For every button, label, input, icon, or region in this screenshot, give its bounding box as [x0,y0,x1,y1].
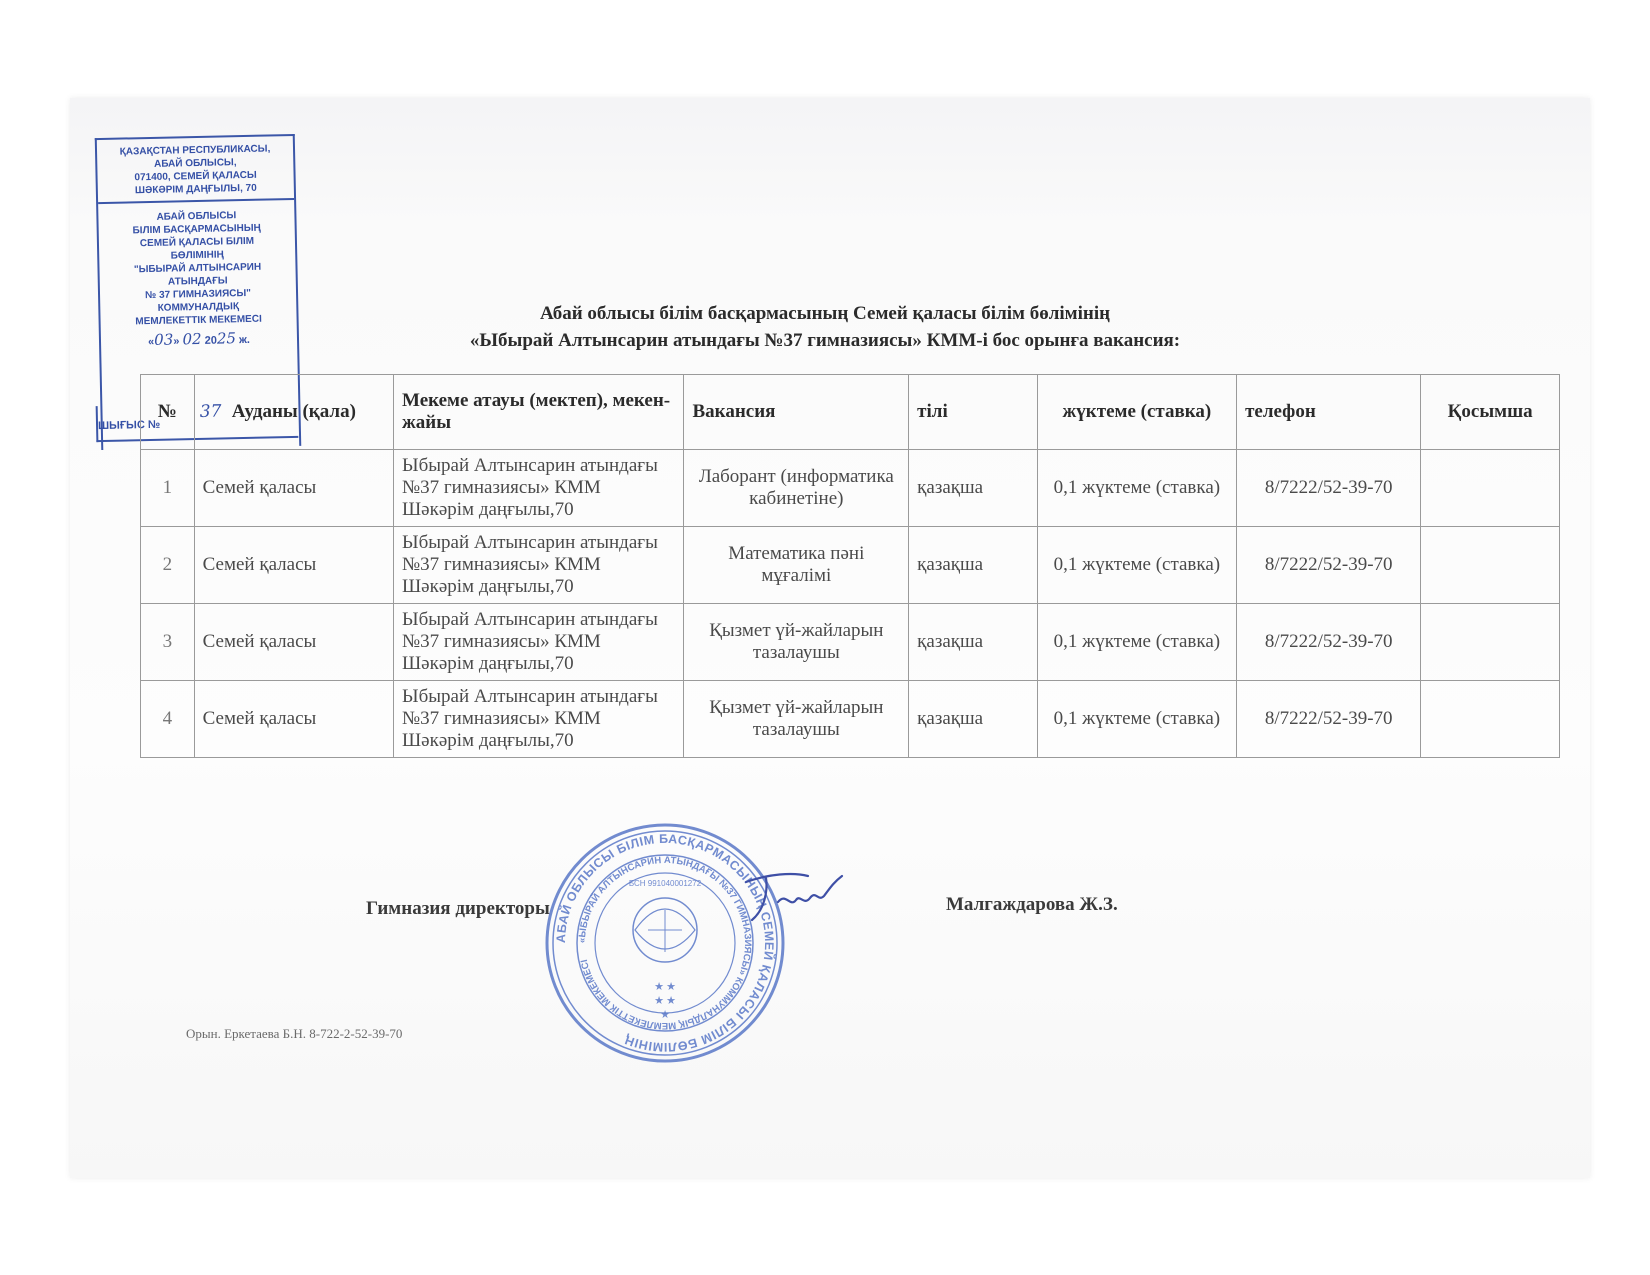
cell-district: Семей қаласы [194,681,393,758]
signature-label: Гимназия директоры [366,898,550,919]
stamp-date-suffix: ж. [238,333,251,347]
stamp-address-line: ШӘКӘРІМ ДАҢҒЫЛЫ, 70 [134,182,257,197]
cell-load: 0,1 жүктеме (ставка) [1037,527,1236,604]
table-row [141,527,1560,604]
seal-bin: БСН 991040001272 [628,879,702,888]
executor-note: Орын. Еркетаева Б.Н. 8-722-2-52-39-70 [186,1026,403,1041]
document-title [300,300,1350,354]
seal-outer-text: АБАЙ ОБЛЫСЫ БІЛІМ БАСҚАРМАСЫНЫҢ СЕМЕЙ ҚАЛАСЫ БІЛІМ БӨЛІМІНІҢ [553,831,777,1055]
cell-load: 0,1 жүктеме (ставка) [1037,681,1236,758]
outgoing-label: ШЫҒЫС № [97,418,161,433]
header-no: № [141,375,195,450]
cell-phone: 8/7222/52-39-70 [1237,527,1421,604]
stamp-address-line: АБАЙ ОБЛЫСЫ, [153,157,237,170]
cell-load: 0,1 жүктеме (ставка) [1037,604,1236,681]
cell-phone: 8/7222/52-39-70 [1237,450,1421,527]
cell-load: 0,1 жүктеме (ставка) [1037,450,1236,527]
cell-phone: 8/7222/52-39-70 [1237,604,1421,681]
cell-district: Семей қаласы [194,450,393,527]
seal-star-icon: ★ [654,994,664,1007]
header-load: жүктеме (ставка) [1037,375,1236,450]
cell-phone: 8/7222/52-39-70 [1237,681,1421,758]
stamp-address-block [97,136,294,204]
header-phone: телефон [1237,375,1421,450]
stamp-org-block [98,200,297,350]
stamp-date-month: 02 [182,329,202,349]
handwritten-signature [738,862,858,932]
table-row [141,450,1560,527]
stamp-org-line: БІЛІМ БАСҚАРМАСЫНЫҢ [132,222,261,237]
header-district: Ауданы (қала) [194,375,393,450]
title-line-1: Абай облысы білім басқармасының Семей қаласы білім бөлімінің [539,303,1111,324]
cell-language: қазақша [909,450,1038,527]
seal-inner-text: «ЫБЫРАЙ АЛТЫНСАРИН АТЫНДАҒЫ №37 ГИМНАЗИЯСЫ» КОММУНАЛДЫҚ МЕМЛЕКЕТТІК МЕКЕМЕСІ [576,854,754,1032]
stamp-org-line: СЕМЕЙ ҚАЛАСЫ БІЛІМ [139,235,255,250]
stamp-org-line: АБАЙ ОБЛЫСЫ [156,210,237,223]
seal-star-icon: ★ [666,980,676,993]
stamp-date-day: 03 [154,330,174,349]
cell-vacancy: Қызмет үй-жайларын тазалаушы [684,604,909,681]
stamp-org-line: № 37 ГИМНАЗИЯСЫ" [145,287,252,302]
stamp-address-line: ҚАЗАҚСТАН РЕСПУБЛИКАСЫ, [119,143,271,158]
cell-vacancy: Қызмет үй-жайларын тазалаушы [684,681,909,758]
header-institution: Мекеме атауы (мектеп), мекен-жайы [394,375,684,450]
seal-star-icon: ★ [654,980,664,993]
stamp-org-line: КОММУНАЛДЫҚ [157,301,240,314]
header-language: тілі [909,375,1038,450]
cell-district: Семей қаласы [194,604,393,681]
title-line-2: «Ыбырай Алтынсарин атындағы №37 гимназиясы» КММ-і бос орынға вакансия: [469,330,1181,351]
stamp-org-line: АТЫНДАҒЫ [167,275,228,288]
cell-language: қазақша [909,527,1038,604]
seal-star-icon: ★ [666,994,676,1007]
cell-institution: Ыбырай Алтынсарин атындағы №37 гимназиясы» КММ Шәкәрім даңғылы,70 [394,681,684,758]
header-extra: Қосымша [1421,375,1560,450]
cell-vacancy: Лаборант (информатика кабинетіне) [684,450,909,527]
cell-no: 2 [141,527,195,604]
cell-extra [1421,450,1560,527]
outgoing-number: 37 [199,401,222,422]
header-vacancy: Вакансия [684,375,909,450]
table-row [141,681,1560,758]
cell-institution: Ыбырай Алтынсарин атындағы №37 гимназиясы» КММ Шәкәрім даңғылы,70 [394,604,684,681]
stamp-date-year-prefix: 20 [204,334,218,347]
cell-district: Семей қаласы [194,527,393,604]
stamp-org-line: "ЫБЫРАЙ АЛТЫНСАРИН [133,261,262,276]
stamp-date-row: «03» 02 2025 ж. [147,329,251,349]
cell-extra [1421,604,1560,681]
cell-no: 1 [141,450,195,527]
seal-star-icon: ★ [660,1008,670,1021]
official-seal [540,818,790,1068]
cell-institution: Ыбырай Алтынсарин атындағы №37 гимназиясы» КММ Шәкәрім даңғылы,70 [394,527,684,604]
cell-extra [1421,527,1560,604]
stamp-org-line: МЕМЛЕКЕТТІК МЕКЕМЕСІ [135,313,262,328]
director-name: Малгаждарова Ж.З. [946,894,1118,915]
cell-institution: Ыбырай Алтынсарин атындағы №37 гимназиясы» КММ Шәкәрім даңғылы,70 [394,450,684,527]
stamp-address-line: 071400, СЕМЕЙ ҚАЛАСЫ [134,169,257,184]
table-header-row [141,375,1560,450]
cell-vacancy: Математика пәні мұғалімі [684,527,909,604]
stamp-org-line: БӨЛІМІНІҢ [170,249,224,262]
vacancy-table [140,374,1560,758]
cell-no: 3 [141,604,195,681]
cell-language: қазақша [909,604,1038,681]
stamp-date-year: 25 [216,329,237,348]
cell-language: қазақша [909,681,1038,758]
cell-extra [1421,681,1560,758]
cell-no: 4 [141,681,195,758]
table-row [141,604,1560,681]
